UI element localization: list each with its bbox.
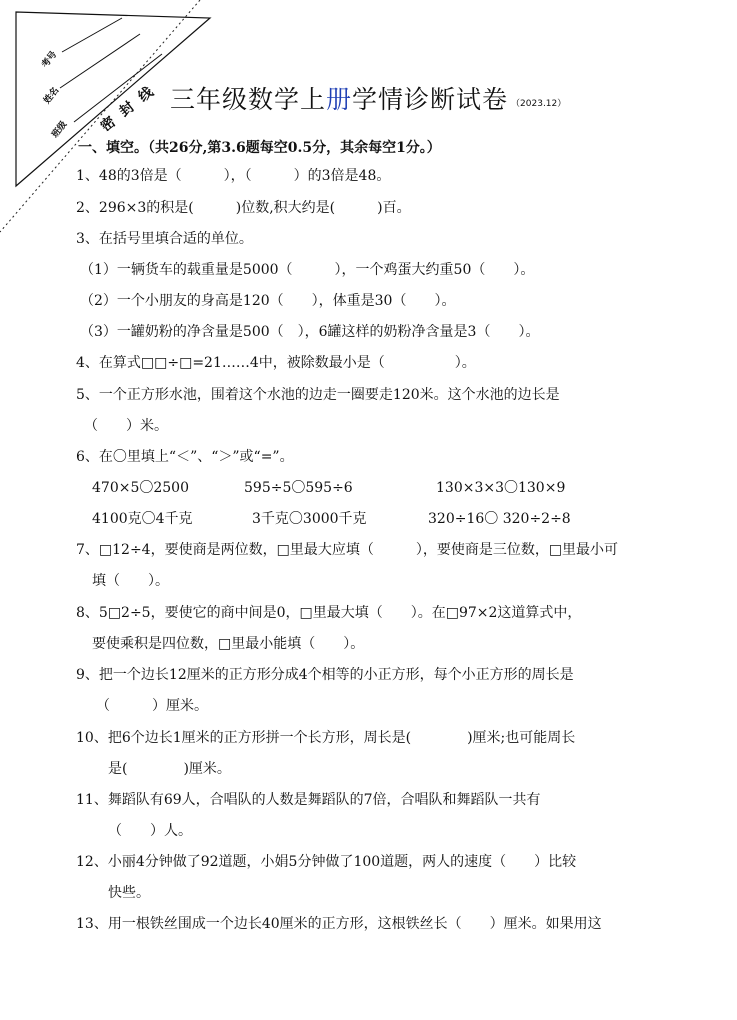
title-date: （2023.12） xyxy=(511,99,567,109)
compare-item-5: 3千克〇3000千克 xyxy=(252,511,367,527)
question-8-line1: 8、5□2÷5，要使它的商中间是0，□里最大填（ ）。在□97×2这道算式中， xyxy=(76,605,582,621)
question-6: 6、在〇里填上“＜”、“＞”或“=”。 xyxy=(76,449,294,465)
title-part2: 学情诊断试卷 xyxy=(352,85,509,114)
page-title xyxy=(170,80,566,116)
question-8-line2: 要使乘积是四位数，□里最小能填（ ）。 xyxy=(92,636,365,652)
compare-item-6: 320÷16〇 320÷2÷8 xyxy=(428,511,571,527)
compare-item-3: 130×3×3〇130×9 xyxy=(436,480,566,496)
question-7-line2: 填（ ）。 xyxy=(92,573,169,589)
question-5-line1: 5、一个正方形水池，围着这个水池的边走一圈要走120米。这个水池的边长是 xyxy=(76,387,560,403)
question-13-line1: 13、用一根铁丝围成一个边长40厘米的正方形，这根铁丝长（ ）厘米。如果用这 xyxy=(76,916,602,932)
question-3-1: （1）一辆货车的载重量是5000（ ），一个鸡蛋大约重50（ ）。 xyxy=(80,262,535,278)
question-5-line2: （ ）米。 xyxy=(84,418,168,434)
question-7-line1: 7、□12÷4，要使商是两位数，□里最大应填（ ），要使商是三位数，□里最小可 xyxy=(76,542,619,558)
label-banji: 班级 xyxy=(50,119,70,141)
question-9-line2: （ ）厘米。 xyxy=(96,698,208,714)
question-3-3: （3）一罐奶粉的净含量是500（ ），6罐这样的奶粉净含量是3（ ）。 xyxy=(80,324,540,340)
question-3-2: （2）一个小朋友的身高是120（ ），体重是30（ ）。 xyxy=(80,293,456,309)
question-12-line2: 快些。 xyxy=(108,885,150,901)
question-11-line1: 11、舞蹈队有69人，合唱队的人数是舞蹈队的7倍，合唱队和舞蹈队一共有 xyxy=(76,792,541,808)
title-part1: 三年级数学上 xyxy=(170,85,327,114)
question-2: 2、296×3的积是( )位数,积大约是( )百。 xyxy=(76,200,411,216)
question-3: 3、在括号里填合适的单位。 xyxy=(76,231,253,247)
title-highlight: 册 xyxy=(326,85,353,114)
question-10-line2: 是( )厘米。 xyxy=(108,761,231,777)
question-12-line1: 12、小丽4分钟做了92道题，小娟5分钟做了100道题，两人的速度（ ）比较 xyxy=(76,854,577,870)
compare-item-4: 4100克〇4千克 xyxy=(92,511,193,527)
label-kaohao: 考号 xyxy=(40,49,60,71)
compare-item-1: 470×5〇2500 xyxy=(92,480,189,496)
question-4: 4、在算式□□÷□=21……4中，被除数最小是（ ）。 xyxy=(76,355,476,371)
question-11-line2: （ ）人。 xyxy=(108,823,192,839)
label-xingming: 姓名 xyxy=(42,85,62,107)
question-10-line1: 10、把6个边长1厘米的正方形拼一个长方形，周长是( )厘米;也可能周长 xyxy=(76,730,576,746)
question-1: 1、48的3倍是（ ），（ ）的3倍是48。 xyxy=(76,168,391,184)
section-heading: 一、填空。（共26分,第3.6题每空0.5分，其余每空1分。） xyxy=(78,140,441,156)
seal-line-text: 密封线 xyxy=(97,78,165,135)
compare-item-2: 595÷5〇595÷6 xyxy=(244,480,353,496)
blank-line-kaohao xyxy=(62,18,122,52)
question-9-line1: 9、把一个边长12厘米的正方形分成4个相等的小正方形，每个小正方形的周长是 xyxy=(76,667,574,683)
